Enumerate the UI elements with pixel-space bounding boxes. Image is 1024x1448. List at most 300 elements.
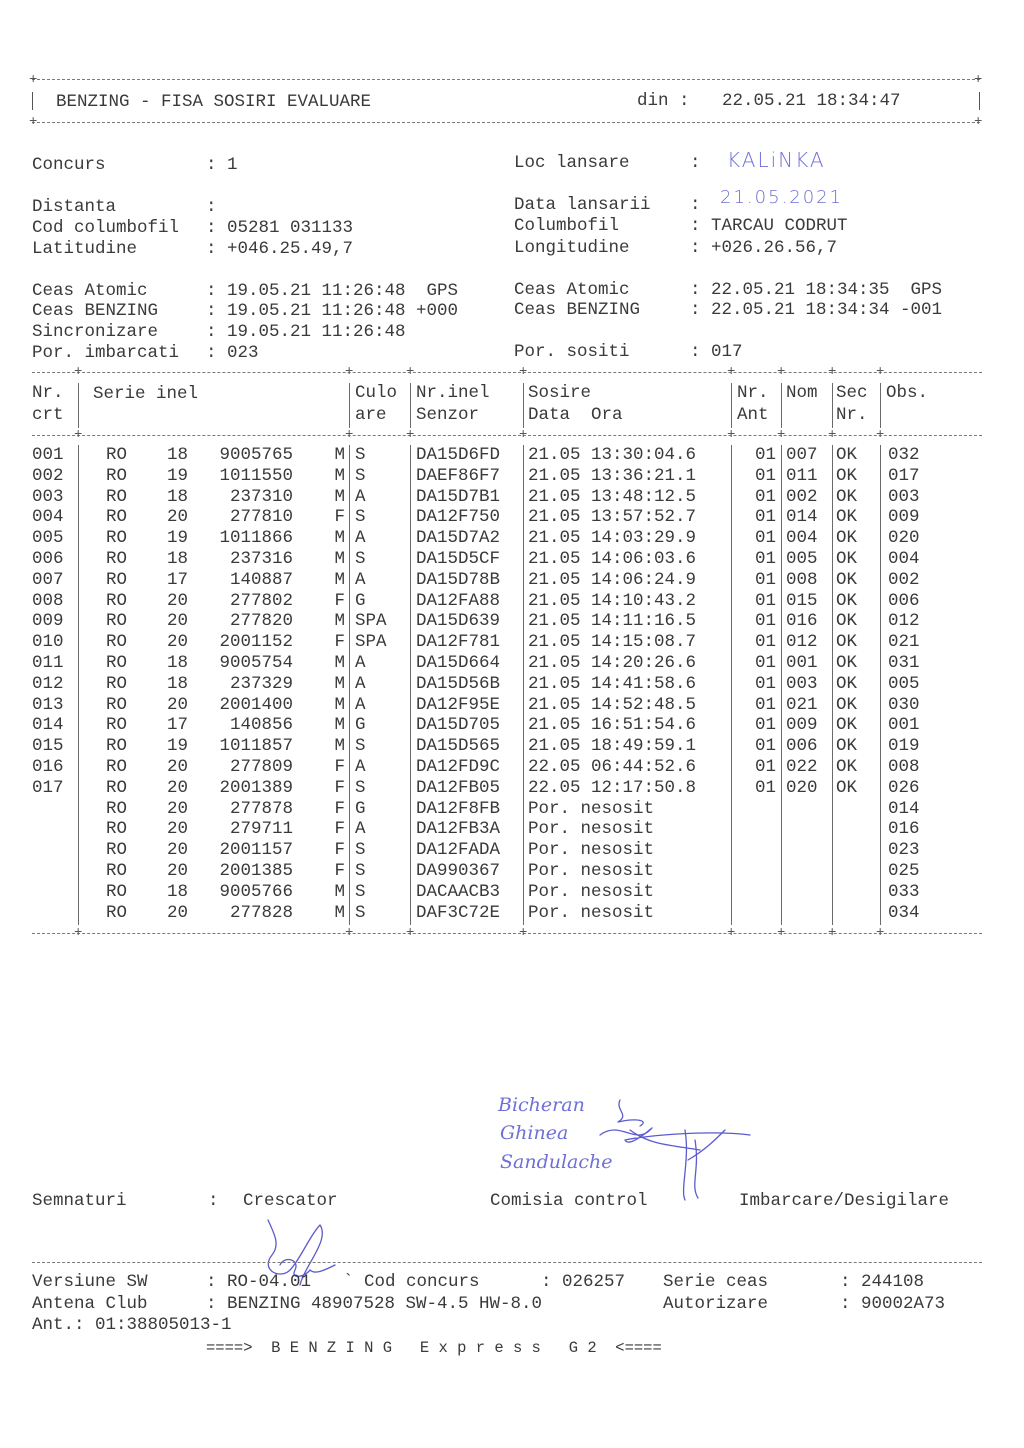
cell-tara: RO xyxy=(106,445,128,465)
semnaturi-colon: : xyxy=(208,1191,219,1211)
cell-nom: 002 xyxy=(786,486,818,507)
cell-ant: 01 xyxy=(754,611,776,632)
cell-sec: OK xyxy=(836,736,858,757)
cell-sosire: Por. nesosit xyxy=(528,902,655,923)
cell-culoare: A xyxy=(355,694,366,715)
cell-sex: M xyxy=(334,902,345,923)
border-junction: + xyxy=(345,364,354,380)
antenna-id: Ant.: 01:38805013-1 xyxy=(32,1315,232,1335)
cell-culoare: S xyxy=(355,902,366,923)
cell-ant: 01 xyxy=(754,777,776,798)
cell-sex: M xyxy=(334,653,345,673)
cell-tara: RO xyxy=(106,840,128,861)
loc-lansare-label: Loc lansare xyxy=(514,153,630,173)
cell-sosire: 21.05 13:36:21.1 xyxy=(528,465,697,486)
cell-culoare: SPA xyxy=(355,611,387,632)
border-junction: + xyxy=(828,364,837,380)
cell-sec: OK xyxy=(836,465,858,486)
table-row xyxy=(0,840,1024,861)
cell-senzor: DACAACB3 xyxy=(416,881,501,902)
cell-senzor: DA12F750 xyxy=(416,507,501,528)
ceas-atomic-sosire-value: : 22.05.21 18:34:35 GPS xyxy=(690,280,943,300)
cell-inel: 277878 xyxy=(229,798,293,819)
data-lansarii-label: Data lansarii xyxy=(514,195,651,215)
cell-obs: 014 xyxy=(888,798,920,819)
cell-sosire: 21.05 14:52:48.5 xyxy=(528,694,697,715)
cell-senzor: DA12FADA xyxy=(416,840,501,861)
ceas-benzing-label: Ceas BENZING xyxy=(32,301,159,321)
cell-senzor: DA15D565 xyxy=(416,736,501,757)
cell-nr: 001 xyxy=(32,445,64,465)
table-row xyxy=(0,611,1024,632)
distanta-label: Distanta xyxy=(32,197,117,217)
cell-sec: OK xyxy=(836,507,858,528)
handwritten-name-1: Bicheran xyxy=(498,1094,585,1116)
border-junction: + xyxy=(345,925,354,941)
cell-sosire: 21.05 14:41:58.6 xyxy=(528,673,697,694)
corner: + xyxy=(974,114,983,130)
cell-sec: OK xyxy=(836,694,858,715)
border-junction: + xyxy=(828,427,837,443)
cell-sec: OK xyxy=(836,757,858,777)
cell-nom: 022 xyxy=(786,757,818,777)
cod-concurs-value: : 026257 xyxy=(541,1272,626,1292)
cell-sec: OK xyxy=(836,569,858,590)
cod-columbofil-value: : 05281 031133 xyxy=(206,218,354,238)
sositi-label: Por. sositi xyxy=(514,342,630,362)
column-separator xyxy=(832,445,833,925)
column-separator xyxy=(731,445,732,925)
table-row xyxy=(0,715,1024,736)
cell-sex: M xyxy=(334,528,345,549)
border-junction: + xyxy=(519,427,528,443)
cell-sosire: Por. nesosit xyxy=(528,881,655,902)
cell-nom: 009 xyxy=(786,715,818,736)
cell-tara: RO xyxy=(106,881,128,902)
table-row xyxy=(0,695,1024,716)
cell-ant: 01 xyxy=(754,653,776,673)
cell-an: 20 xyxy=(167,507,189,528)
latitudine-value: : +046.25.49,7 xyxy=(206,239,354,259)
column-separator xyxy=(78,445,79,925)
cell-senzor: DA12F95E xyxy=(416,694,501,715)
column-separator xyxy=(349,445,350,925)
cell-senzor: DAEF86F7 xyxy=(416,465,501,486)
table-row xyxy=(0,799,1024,820)
ceas-atomic-label: Ceas Atomic xyxy=(32,281,148,301)
cell-senzor: DA15D664 xyxy=(416,653,501,673)
cell-an: 18 xyxy=(167,653,189,673)
cell-nom: 016 xyxy=(786,611,818,632)
cell-obs: 031 xyxy=(888,653,920,673)
column-separator xyxy=(78,383,79,428)
cell-sosire: 21.05 14:03:29.9 xyxy=(528,528,697,549)
cell-obs: 020 xyxy=(888,528,920,549)
cell-ant: 01 xyxy=(754,549,776,569)
header-sosire: Sosire xyxy=(528,383,592,403)
cell-an: 18 xyxy=(167,673,189,694)
cell-sosire: 21.05 14:20:26.6 xyxy=(528,653,697,673)
cell-ant: 01 xyxy=(754,569,776,590)
cell-ant: 01 xyxy=(754,486,776,507)
cell-sosire: 21.05 13:48:12.5 xyxy=(528,486,697,507)
cell-nr: 013 xyxy=(32,694,64,715)
cell-sec: OK xyxy=(836,590,858,611)
cell-obs: 017 xyxy=(888,465,920,486)
comisia-control-label: Comisia control xyxy=(490,1191,648,1211)
cell-sosire: 21.05 14:06:03.6 xyxy=(528,549,697,569)
header-obs: Obs. xyxy=(886,383,929,403)
cod-columbofil-label: Cod columbofil xyxy=(32,218,180,238)
cell-sosire: Por. nesosit xyxy=(528,861,655,881)
cell-nom: 008 xyxy=(786,569,818,590)
cell-tara: RO xyxy=(106,715,128,736)
cell-sosire: 21.05 14:11:16.5 xyxy=(528,611,697,632)
cell-obs: 032 xyxy=(888,445,920,465)
cell-nom: 015 xyxy=(786,590,818,611)
cell-nr: 016 xyxy=(32,757,64,777)
cell-an: 18 xyxy=(167,881,189,902)
border-junction: + xyxy=(519,925,528,941)
cell-ant: 01 xyxy=(754,528,776,549)
ceas-atomic-sosire-label: Ceas Atomic xyxy=(514,280,630,300)
longitudine-label: Longitudine xyxy=(514,238,630,258)
antena-club-value: : BENZING 48907528 SW-4.5 HW-8.0 xyxy=(206,1294,543,1314)
cell-obs: 019 xyxy=(888,736,920,757)
cell-culoare: A xyxy=(355,569,366,590)
cell-tara: RO xyxy=(106,694,128,715)
cell-an: 20 xyxy=(167,861,189,881)
cell-inel: 2001157 xyxy=(219,840,293,861)
cell-ant: 01 xyxy=(754,673,776,694)
cell-culoare: S xyxy=(355,465,366,486)
table-row xyxy=(0,778,1024,799)
cell-tara: RO xyxy=(106,486,128,507)
header-senzor: Senzor xyxy=(416,405,480,425)
cell-senzor: DA15D639 xyxy=(416,611,501,632)
cell-culoare: A xyxy=(355,673,366,694)
cell-an: 20 xyxy=(167,632,189,653)
header-nr-ant-1: Nr. xyxy=(737,383,769,403)
cell-an: 17 xyxy=(167,569,189,590)
cell-ant: 01 xyxy=(754,445,776,465)
cell-senzor: DA12FB05 xyxy=(416,777,501,798)
cell-nr: 015 xyxy=(32,736,64,757)
border-junction: + xyxy=(727,364,736,380)
cell-sex: F xyxy=(334,590,345,611)
cell-sex: F xyxy=(334,777,345,798)
cell-an: 19 xyxy=(167,465,189,486)
border-junction: + xyxy=(876,364,885,380)
cell-senzor: DA12FB3A xyxy=(416,819,501,840)
cell-nr: 006 xyxy=(32,549,64,569)
control-commission-signature xyxy=(590,1090,770,1210)
cell-inel: 9005754 xyxy=(219,653,293,673)
cell-an: 20 xyxy=(167,590,189,611)
cell-tara: RO xyxy=(106,632,128,653)
border-junction: + xyxy=(828,925,837,941)
ceas-benzing-value: : 19.05.21 11:26:48 +000 xyxy=(206,301,459,321)
cell-ant: 01 xyxy=(754,694,776,715)
border-junction: + xyxy=(876,427,885,443)
cell-an: 20 xyxy=(167,777,189,798)
cell-sec: OK xyxy=(836,486,858,507)
cell-senzor: DA12FA88 xyxy=(416,590,501,611)
cell-nom: 020 xyxy=(786,777,818,798)
versiune-sw-value: : RO-04.01 xyxy=(206,1272,312,1292)
cell-nr: 011 xyxy=(32,653,64,673)
cell-culoare: A xyxy=(355,757,366,777)
cell-nom: 003 xyxy=(786,673,818,694)
concurs-value: : 1 xyxy=(206,155,238,175)
cell-tara: RO xyxy=(106,528,128,549)
cell-nr: 017 xyxy=(32,777,64,798)
cell-senzor: DA15D56B xyxy=(416,673,501,694)
cell-senzor: DA12F8FB xyxy=(416,798,501,819)
cell-culoare: A xyxy=(355,528,366,549)
cell-an: 20 xyxy=(167,611,189,632)
cell-tara: RO xyxy=(106,736,128,757)
cell-sosire: 21.05 14:06:24.9 xyxy=(528,569,697,590)
border-junction: + xyxy=(74,427,83,443)
header-data-ora: Data Ora xyxy=(528,405,623,425)
cell-sosire: 22.05 06:44:52.6 xyxy=(528,757,697,777)
cell-inel: 2001400 xyxy=(219,694,293,715)
document-title: BENZING - FISA SOSIRI EVALUARE xyxy=(56,92,372,112)
table-top-border xyxy=(32,372,982,373)
column-separator xyxy=(781,445,782,925)
cell-culoare: S xyxy=(355,861,366,881)
column-separator xyxy=(832,383,833,428)
cell-senzor: DA15D7A2 xyxy=(416,528,501,549)
cell-obs: 002 xyxy=(888,569,920,590)
cell-nom: 006 xyxy=(786,736,818,757)
cell-sec: OK xyxy=(836,673,858,694)
table-row xyxy=(0,507,1024,528)
table-row xyxy=(0,819,1024,840)
handwritten-name-2: Ghinea xyxy=(500,1122,569,1144)
table-row xyxy=(0,445,1024,466)
cell-ant: 01 xyxy=(754,715,776,736)
cell-sex: M xyxy=(334,694,345,715)
column-separator xyxy=(410,383,411,428)
cell-obs: 012 xyxy=(888,611,920,632)
cell-inel: 2001389 xyxy=(219,777,293,798)
cell-culoare: S xyxy=(355,507,366,528)
cell-senzor: DA12FD9C xyxy=(416,757,501,777)
border-junction: + xyxy=(727,427,736,443)
table-row xyxy=(0,549,1024,570)
cell-sosire: 21.05 13:30:04.6 xyxy=(528,445,697,465)
header-sec-2: Nr. xyxy=(836,405,868,425)
cell-sex: F xyxy=(334,632,345,653)
table-header-border xyxy=(32,435,982,436)
cell-inel: 1011866 xyxy=(219,528,293,549)
column-separator xyxy=(781,383,782,428)
table-row xyxy=(0,591,1024,612)
column-separator xyxy=(523,445,524,925)
brand-banner: ====> B E N Z I N G E x p r e s s G 2 <==== xyxy=(206,1339,662,1357)
header-nom: Nom xyxy=(786,383,818,403)
cell-inel: 237310 xyxy=(229,486,293,507)
table-row xyxy=(0,528,1024,549)
cell-culoare: S xyxy=(355,840,366,861)
corner: + xyxy=(29,114,38,130)
cell-obs: 005 xyxy=(888,673,920,694)
cell-nom: 001 xyxy=(786,653,818,673)
cell-sosire: 22.05 12:17:50.8 xyxy=(528,777,697,798)
cell-ant: 01 xyxy=(754,757,776,777)
cell-sosire: 21.05 18:49:59.1 xyxy=(528,736,697,757)
border-junction: + xyxy=(406,364,415,380)
cell-sec: OK xyxy=(836,445,858,465)
table-row xyxy=(0,861,1024,882)
cell-senzor: DA15D5CF xyxy=(416,549,501,569)
cell-culoare: SPA xyxy=(355,632,387,653)
cell-ant: 01 xyxy=(754,632,776,653)
cell-inel: 277810 xyxy=(229,507,293,528)
cell-nr: 003 xyxy=(32,486,64,507)
cell-sex: M xyxy=(334,465,345,486)
border-junction: + xyxy=(727,925,736,941)
cell-obs: 030 xyxy=(888,694,920,715)
imbarcati-value: : 023 xyxy=(206,343,259,363)
cell-sec: OK xyxy=(836,611,858,632)
cell-sex: F xyxy=(334,840,345,861)
border-junction: + xyxy=(406,925,415,941)
cell-ant: 01 xyxy=(754,507,776,528)
cell-culoare: G xyxy=(355,715,366,736)
antena-club-label: Antena Club xyxy=(32,1294,148,1314)
border-junction: + xyxy=(406,427,415,443)
cell-senzor: DA15D705 xyxy=(416,715,501,736)
cell-an: 18 xyxy=(167,486,189,507)
imbarcati-label: Por. imbarcati xyxy=(32,343,180,363)
cell-inel: 2001385 xyxy=(219,861,293,881)
cell-sex: M xyxy=(334,673,345,694)
cell-nom: 012 xyxy=(786,632,818,653)
cell-tara: RO xyxy=(106,798,128,819)
ceas-benzing-sosire-label: Ceas BENZING xyxy=(514,300,641,320)
cell-sosire: Por. nesosit xyxy=(528,798,655,819)
border-junction: + xyxy=(74,925,83,941)
cod-concurs-label: ` Cod concurs xyxy=(343,1272,480,1292)
cell-obs: 001 xyxy=(888,715,920,736)
autorizare-value: : 90002A73 xyxy=(840,1294,946,1314)
cell-inel: 9005766 xyxy=(219,881,293,902)
cell-an: 19 xyxy=(167,736,189,757)
cell-inel: 277802 xyxy=(229,590,293,611)
din-timestamp: 22.05.21 18:34:47 xyxy=(722,91,901,111)
cell-sec: OK xyxy=(836,549,858,569)
cell-nom: 004 xyxy=(786,528,818,549)
columbofil-label: Columbofil xyxy=(514,216,620,236)
header-nr: Nr. xyxy=(32,383,64,403)
column-separator xyxy=(410,445,411,925)
table-row xyxy=(0,903,1024,924)
corner: + xyxy=(29,72,38,88)
cell-culoare: A xyxy=(355,819,366,840)
cell-sex: F xyxy=(334,861,345,881)
semnaturi-label: Semnaturi xyxy=(32,1191,127,1211)
cell-sex: M xyxy=(334,569,345,590)
table-bottom-border xyxy=(32,933,982,934)
cell-obs: 009 xyxy=(888,507,920,528)
cell-an: 18 xyxy=(167,549,189,569)
cell-tara: RO xyxy=(106,465,128,486)
cell-an: 18 xyxy=(167,445,189,465)
border-junction: + xyxy=(777,925,786,941)
cell-obs: 004 xyxy=(888,549,920,569)
table-row xyxy=(0,570,1024,591)
concurs-label: Concurs xyxy=(32,155,106,175)
cell-nr: 009 xyxy=(32,611,64,632)
cell-nr: 008 xyxy=(32,590,64,611)
cell-tara: RO xyxy=(106,757,128,777)
cell-culoare: G xyxy=(355,798,366,819)
cell-nom: 021 xyxy=(786,694,818,715)
table-row xyxy=(0,653,1024,674)
cell-an: 19 xyxy=(167,528,189,549)
cell-sosire: Por. nesosit xyxy=(528,819,655,840)
cell-sosire: Por. nesosit xyxy=(528,840,655,861)
header-nr-ant-2: Ant xyxy=(737,405,769,425)
ceas-atomic-value: : 19.05.21 11:26:48 GPS xyxy=(206,281,459,301)
cell-nr: 012 xyxy=(32,673,64,694)
cell-an: 20 xyxy=(167,694,189,715)
cell-inel: 1011857 xyxy=(219,736,293,757)
column-separator xyxy=(880,383,881,428)
cell-tara: RO xyxy=(106,611,128,632)
cell-inel: 277828 xyxy=(229,902,293,923)
table-row xyxy=(0,674,1024,695)
border-junction: + xyxy=(876,925,885,941)
cell-inel: 237329 xyxy=(229,673,293,694)
cell-culoare: S xyxy=(355,445,366,465)
cell-tara: RO xyxy=(106,819,128,840)
cell-tara: RO xyxy=(106,777,128,798)
data-lansarii-colon: : xyxy=(690,195,701,215)
cell-sex: F xyxy=(334,819,345,840)
sincronizare-value: : 19.05.21 11:26:48 xyxy=(206,322,406,342)
data-lansarii-handwritten: 21.05.2021 xyxy=(720,187,844,208)
border-junction: + xyxy=(777,364,786,380)
cell-sex: F xyxy=(334,757,345,777)
cell-an: 20 xyxy=(167,798,189,819)
cell-nom: 005 xyxy=(786,549,818,569)
cell-nom: 014 xyxy=(786,507,818,528)
cell-nr: 005 xyxy=(32,528,64,549)
sincronizare-label: Sincronizare xyxy=(32,322,159,342)
cell-sex: M xyxy=(334,549,345,569)
table-row xyxy=(0,487,1024,508)
autorizare-label: Autorizare xyxy=(663,1294,769,1314)
cell-tara: RO xyxy=(106,569,128,590)
cell-nom: 011 xyxy=(786,465,818,486)
cell-obs: 023 xyxy=(888,840,920,861)
column-separator xyxy=(880,445,881,925)
cell-inel: 140856 xyxy=(229,715,293,736)
border-junction: + xyxy=(74,364,83,380)
cell-sosire: 21.05 13:57:52.7 xyxy=(528,507,697,528)
cell-sex: M xyxy=(334,445,345,465)
cell-obs: 016 xyxy=(888,819,920,840)
table-row xyxy=(0,882,1024,903)
cell-an: 20 xyxy=(167,757,189,777)
cell-obs: 006 xyxy=(888,590,920,611)
header-serie-inel: Serie inel xyxy=(93,384,199,404)
footer-divider xyxy=(32,1262,982,1263)
